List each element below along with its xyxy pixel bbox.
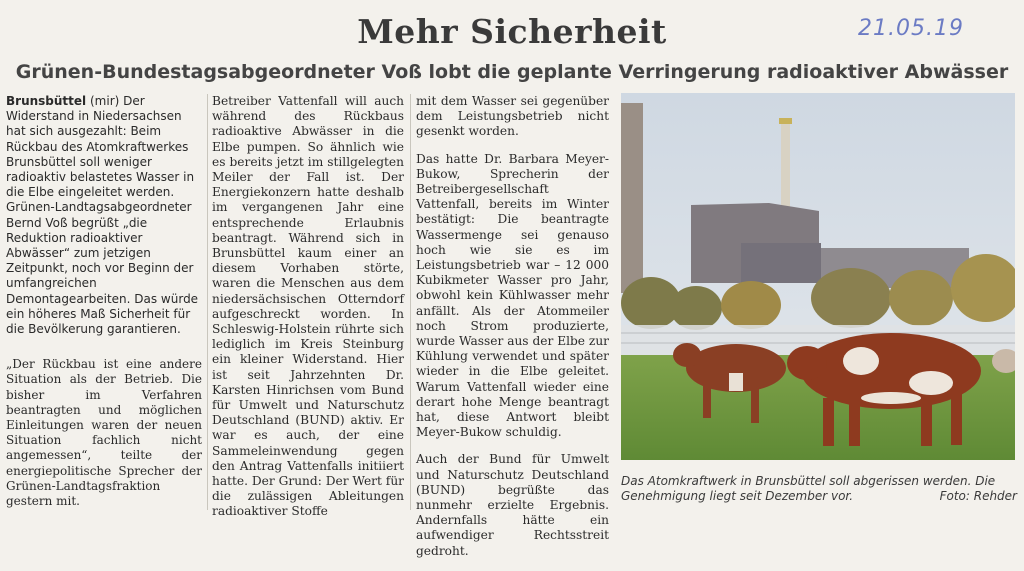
article-column-2 <box>212 94 404 532</box>
handwritten-date-stamp: 21.05.19 <box>858 16 964 41</box>
lead-text: (mir) Der Widerstand in Niedersachsen hat sich ausgezahlt: Beim Rückbau des Atomkraftwerkes Brunsbüttel soll weniger radioaktiv belastetes Wasser in die Elbe eingeleitet werden. Grünen-Landtagsabgeordneter Bernd Voß begrüßt „die Reduktion radioaktiver Abwässer“ zum jetzigen Zeitpunkt, noch vor Beginn der umfangreichen Demontagearbeiten. Das würde ein höheres Maß Sicherheit für die Bevölkerung garantieren. <box>6 94 199 337</box>
article-column-3 <box>416 94 609 571</box>
column-divider <box>207 94 208 510</box>
dateline: Brunsbüttel <box>6 94 87 108</box>
body-paragraph: mit dem Wasser sei gegenüber dem Leistungsbetrieb nicht gesenkt worden. <box>416 94 609 139</box>
subheadline: Grünen-Bundestagsabgeordneter Voß lobt die geplante Verringerung radioaktiver Abwässer <box>15 61 1009 83</box>
article-column-1 <box>6 94 202 521</box>
photo-caption <box>621 474 1017 504</box>
quote-paragraph: „Der Rückbau ist eine andere Situation als der Betrieb. Die bisher im Verfahren beantragten und möglichen Einleitungen waren der neuen Situation fachlich nicht angemessen“, teilte der energiepolitische Sprecher der Grünen-Landtagsfraktion gestern mit. <box>6 357 202 509</box>
photo-credit: Foto: Rehder <box>939 489 1017 503</box>
lead-paragraph <box>6 94 202 337</box>
caption-text: Das Atomkraftwerk in Brunsbüttel soll abgerissen werden. Die Genehmigung liegt seit Dezember vor. <box>621 474 996 503</box>
article-photo <box>621 93 1015 460</box>
body-paragraph: Betreiber Vattenfall will auch während des Rückbaus radioaktive Abwässer in die Elbe pumpen. So ähnlich wie es bereits jetzt im stillgelegten Meiler der Fall ist. Der Energiekonzern hatte deshalb im vergangenen Jahr eine entsprechende Erlaubnis beantragt. Während sich in Brunsbüttel kaum einer an diesem Vorhaben störte, waren die Menschen aus dem niedersächsischen Otterndorf aufgeschreckt worden. In Schleswig-Holstein rührte sich lediglich im Kreis Steinburg ein kleiner Widerstand. Hier ist seit Jahrzehnten Dr. Karsten Hinrichsen vom Bund für Umwelt und Naturschutz Deutschland (BUND) aktiv. Er war es auch, der eine Sammeleinwendung gegen den Antrag Vattenfalls initiiert hatte. Der Grund: Der Wert für die zulässigen Ableitungen radioaktiver Stoffe <box>212 94 404 519</box>
column-divider <box>410 94 411 510</box>
body-paragraph: Das hatte Dr. Barbara Meyer-Bukow, Sprecherin der Betreibergesellschaft Vattenfall, bereits im Winter bestätigt: Die beantragte Wassermenge sei genauso hoch wie sie es im Leistungsbetrieb war – 12 000 Kubikmeter Wasser pro Jahr, obwohl kein Kühlwasser mehr anfällt. Als der Atommeiler noch Strom produzierte, wurde Wasser aus der Elbe zur Kühlung verwendet und später wieder in die Elbe geleitet. Warum Vattenfall wieder eine derart hohe Menge beantragt hat, diese Antwort bleibt Meyer-Bukow schuldig. <box>416 151 609 440</box>
headline: Mehr Sicherheit <box>357 12 667 51</box>
body-paragraph: Auch der Bund für Umwelt und Naturschutz Deutschland (BUND) begrüßte das nunmehr erzielte Ergebnis. Andernfalls hätte ein aufwendiger Rechtsstreit gedroht. <box>416 452 609 558</box>
